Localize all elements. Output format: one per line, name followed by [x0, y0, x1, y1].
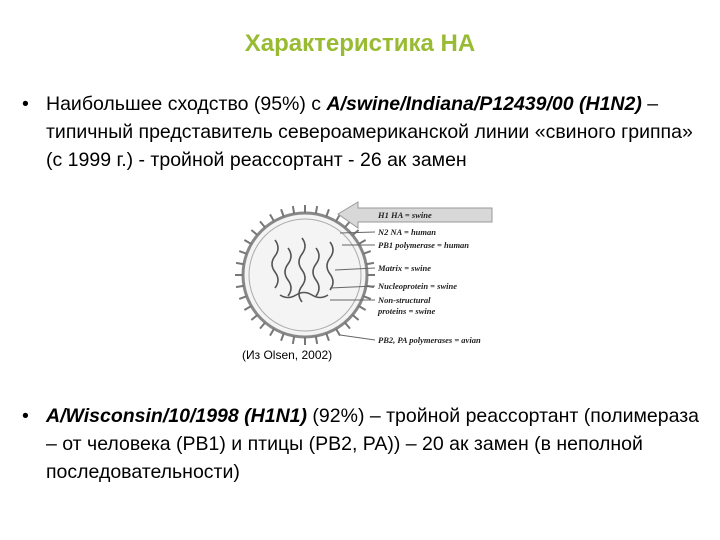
bullet-1	[22, 90, 702, 174]
envelope-spike	[293, 206, 294, 214]
bullet-2-rest: (92%) – тройной реассортант (полимераза – от человека (PB1) и птицы (PB2, PA)) – 20 ак замен (в неполной последовательности)	[46, 405, 700, 483]
label-ns1: Non-structural	[378, 295, 431, 305]
envelope-spike	[359, 306, 366, 310]
bullet-1-rest: – типичный представитель североамериканской линии «свиного гриппа» (с 1999 г.) - тройной реассортант - 26 ак замен	[46, 93, 693, 171]
envelope-spike	[270, 214, 274, 221]
envelope-spike	[270, 329, 274, 336]
envelope-spike	[244, 306, 251, 310]
envelope-spike	[239, 296, 247, 299]
label-np: Nucleoprotein = swine	[378, 281, 457, 291]
figure-caption: (Из Olsen, 2002)	[242, 348, 333, 362]
envelope-spike	[281, 333, 284, 341]
label-pb2-pa: PB2, PA polymerases = avian	[378, 335, 481, 345]
envelope-spike	[359, 240, 366, 244]
envelope-spike	[363, 296, 371, 299]
envelope-spike	[251, 230, 257, 235]
bullet-1-text	[46, 90, 702, 174]
bullet-1-strain: A/swine/Indiana/P12439/00	[326, 93, 574, 115]
envelope-spike	[363, 251, 371, 254]
envelope-spike	[293, 336, 294, 344]
envelope-spike	[244, 240, 251, 244]
envelope-spike	[260, 322, 265, 328]
virion-diagram	[230, 200, 500, 370]
envelope-spike	[236, 263, 244, 264]
slide-title: Характеристика НА	[244, 30, 476, 57]
envelope-spike	[251, 315, 257, 320]
label-matrix: Matrix = swine	[378, 263, 432, 273]
label-na: N2 NA = human	[378, 227, 436, 237]
envelope-spike	[239, 251, 247, 254]
envelope-spike	[326, 333, 329, 341]
envelope-spike	[281, 209, 284, 217]
envelope-spike	[336, 329, 340, 336]
bullet-2-strain: A/Wisconsin/10/1998 (H1N1)	[46, 405, 308, 427]
envelope-spike	[236, 286, 244, 287]
bullet-2	[22, 402, 702, 486]
envelope-spike	[352, 315, 358, 320]
bullet-1-lead: Наибольшее сходство (95%) с	[46, 93, 327, 115]
bullet-2-text	[46, 402, 702, 486]
envelope-spike	[316, 336, 317, 344]
label-ha: H1 HA = swine	[378, 210, 432, 220]
bullet-1-subtype: (H1N2)	[579, 93, 642, 115]
label-ns2: proteins = swine	[378, 306, 436, 316]
envelope-spike	[316, 206, 317, 214]
envelope-spike	[260, 221, 265, 227]
envelope-spike	[345, 322, 350, 328]
bullet-marker: •	[22, 405, 29, 427]
label-pb1: PB1 polymerase = human	[378, 240, 470, 250]
bullet-marker: •	[22, 93, 29, 115]
envelope-spike	[326, 209, 329, 217]
envelope-spike	[366, 263, 374, 264]
